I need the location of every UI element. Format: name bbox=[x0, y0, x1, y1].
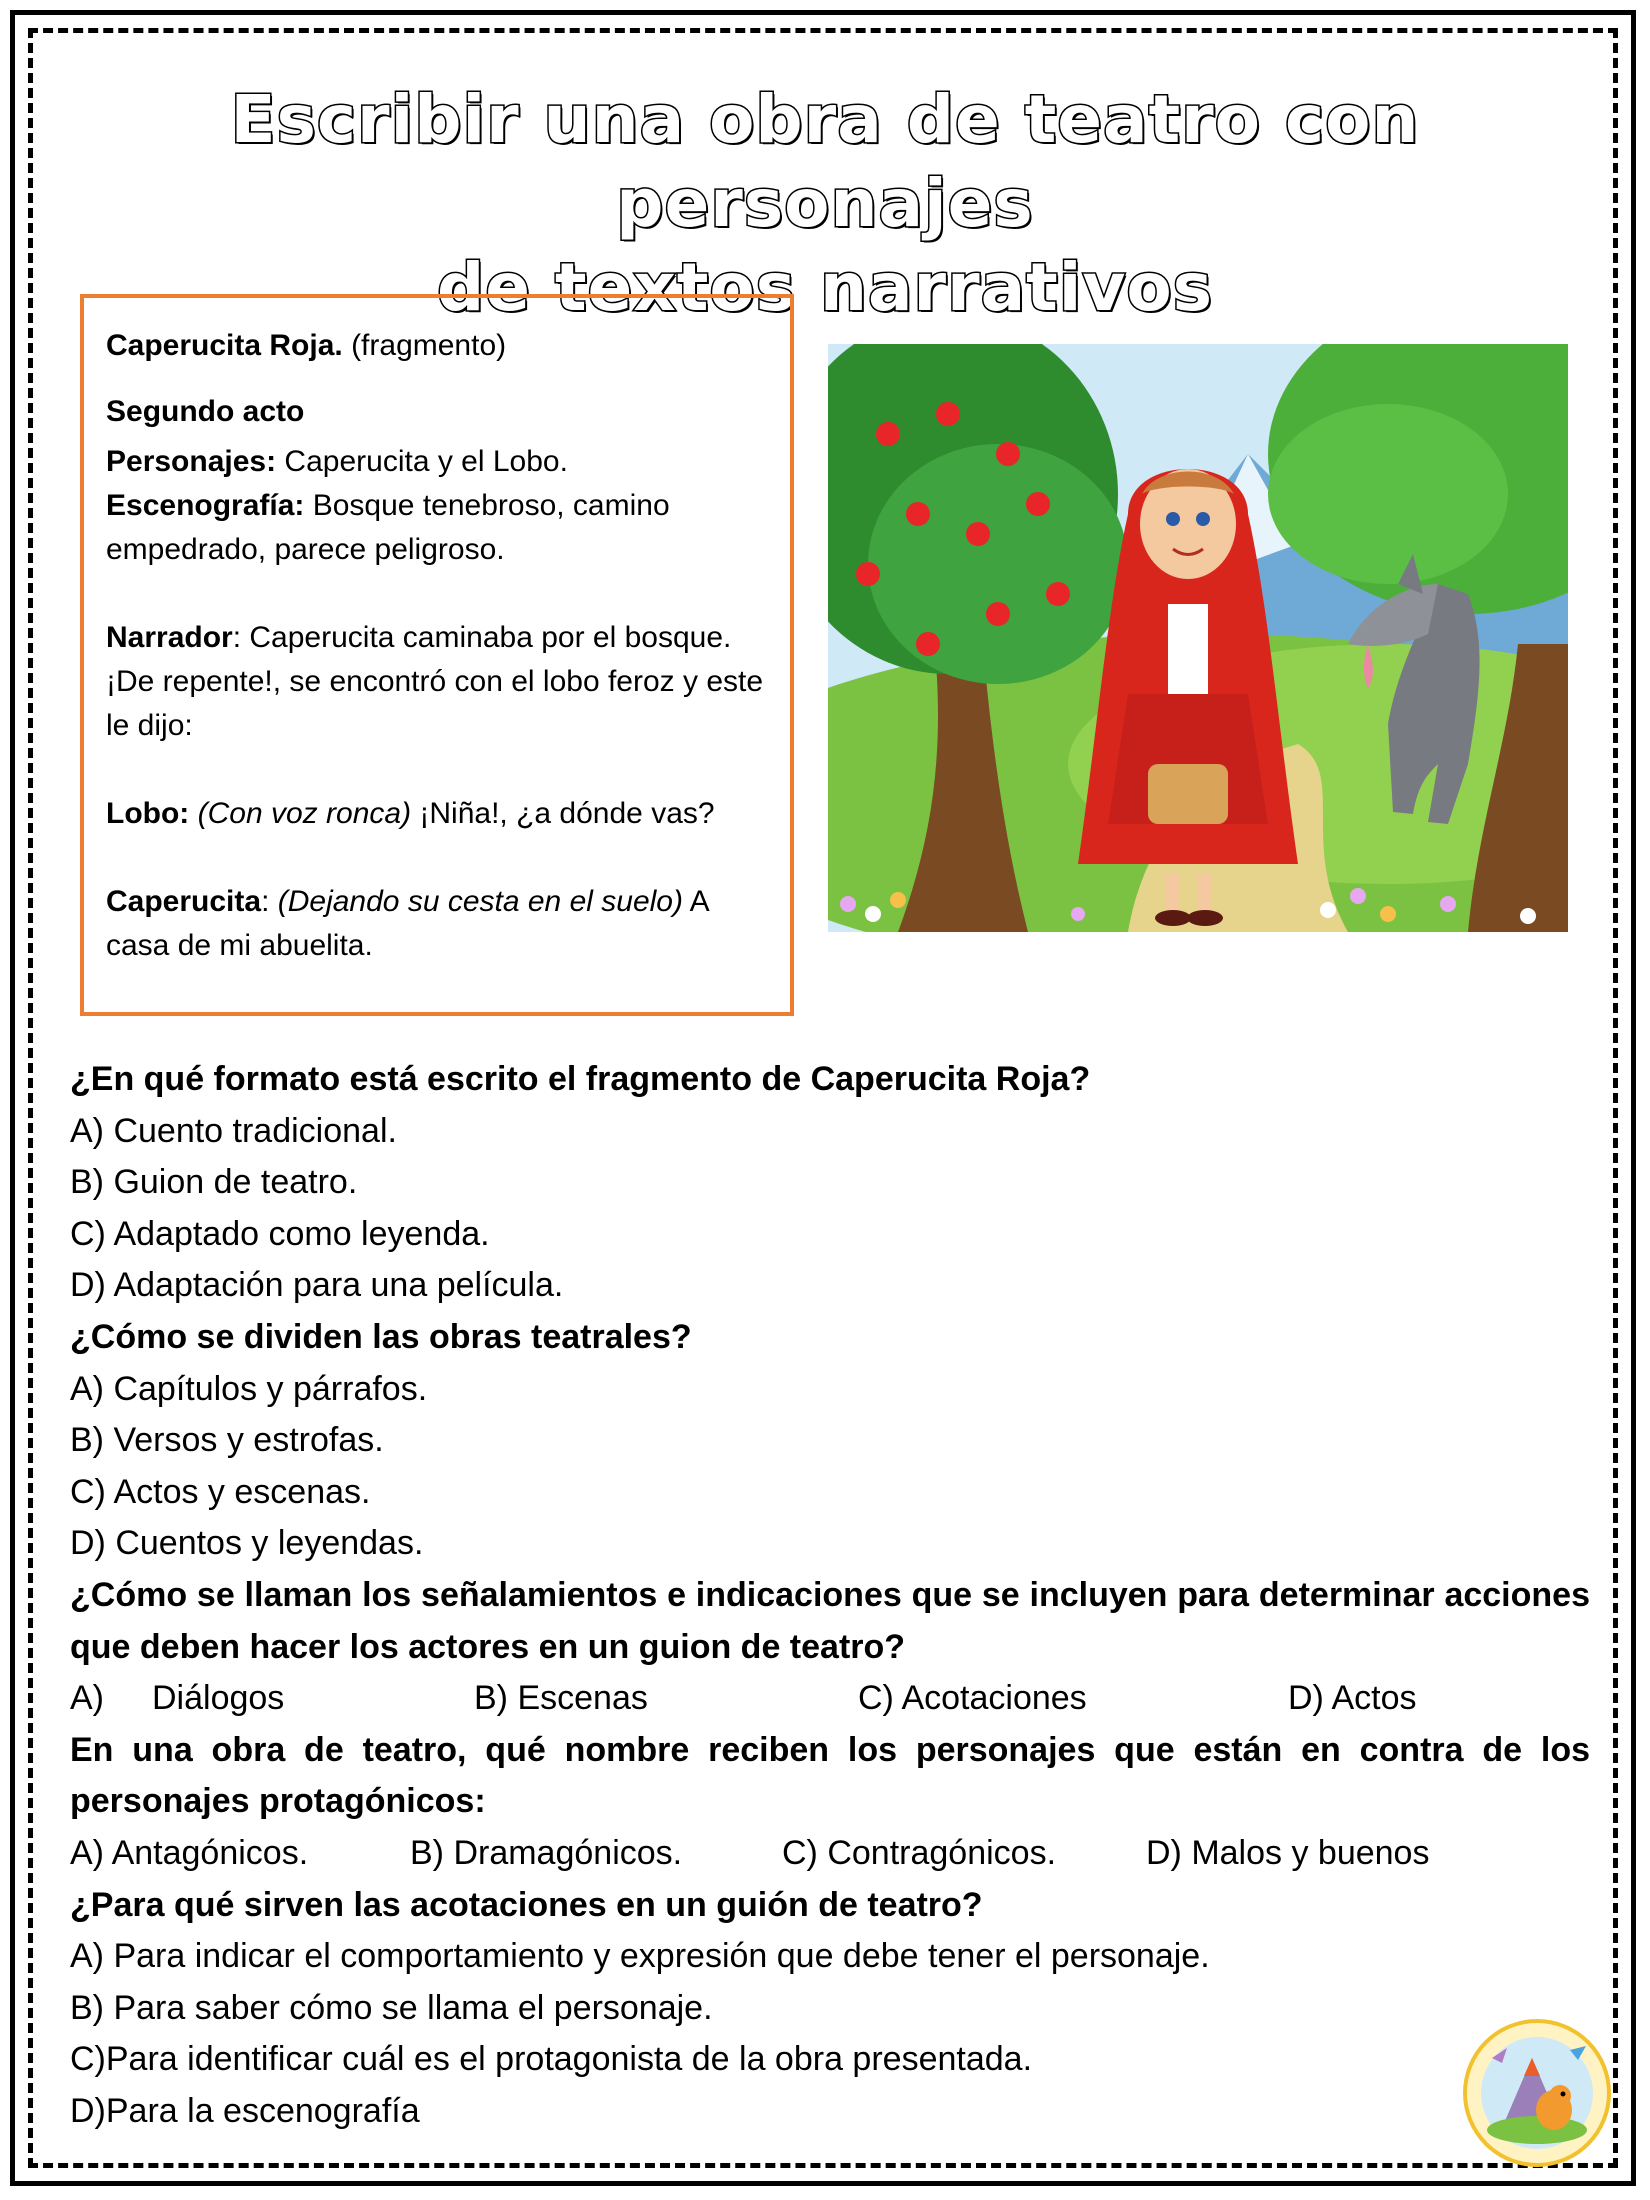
question-3-option-b: B) Escenas bbox=[474, 1679, 648, 1718]
red-direction: (Dejando su cesta en el suelo) bbox=[277, 885, 683, 918]
question-4-option-d: D) Malos y buenos bbox=[1146, 1833, 1430, 1872]
title-line-1: Escribir una obra de teatro con personajes bbox=[230, 81, 1420, 242]
script-act: Segundo acto bbox=[106, 395, 305, 428]
characters-text: Caperucita y el Lobo. bbox=[276, 445, 568, 478]
forest-scene-icon bbox=[828, 344, 1568, 932]
script-title-note: (fragmento) bbox=[342, 329, 507, 362]
dinomateriales-logo bbox=[1462, 2018, 1612, 2168]
question-3-option-c: C) Acotaciones bbox=[858, 1679, 1087, 1718]
red-label: Caperucita bbox=[106, 885, 262, 918]
question-4-option-a: A) Antagónicos. bbox=[70, 1833, 309, 1872]
red-colon: : bbox=[261, 885, 278, 918]
dinosaur-logo-icon bbox=[1462, 2018, 1612, 2168]
question-3-option-a: Diálogos bbox=[152, 1679, 285, 1718]
question-1: ¿En qué formato está escrito el fragmento de Caperucita Roja? bbox=[70, 1060, 1091, 1098]
page-title bbox=[60, 78, 1590, 330]
script-red-line bbox=[106, 880, 768, 968]
questions-section bbox=[70, 1054, 1590, 2137]
narrator-label: Narrador bbox=[106, 621, 233, 654]
title-line-2: de textos narrativos bbox=[436, 249, 1213, 326]
script-scenery bbox=[106, 484, 768, 572]
script-narrator bbox=[106, 616, 768, 748]
wolf-label: Lobo: bbox=[106, 797, 190, 830]
scenery-text: Bosque tenebroso, camino empedrado, parece peligroso. bbox=[106, 489, 670, 566]
script-fragment-box bbox=[80, 294, 794, 1016]
characters-label: Personajes: bbox=[106, 445, 277, 478]
scenery-label: Escenografía: bbox=[106, 489, 305, 522]
question-2: ¿Cómo se dividen las obras teatrales? bbox=[70, 1317, 692, 1356]
wolf-direction: (Con voz ronca) bbox=[197, 797, 412, 830]
narrator-text: : Caperucita caminaba por el bosque. ¡De repente!, se encontró con el lobo feroz y este le dijo: bbox=[106, 621, 764, 742]
script-heading bbox=[106, 324, 768, 368]
question-3-options bbox=[70, 1673, 1590, 1725]
question-1-option-b: B) Guion de teatro. bbox=[70, 1163, 358, 1202]
question-5-option-d: D)Para la escenografía bbox=[70, 2091, 420, 2130]
script-title: Caperucita Roja. bbox=[106, 329, 343, 362]
red-riding-hood-illustration bbox=[828, 344, 1568, 932]
script-wolf-line bbox=[106, 792, 768, 836]
red-text: A casa de mi abuelita. bbox=[106, 885, 709, 962]
question-4-option-c: C) Contragónicos. bbox=[782, 1833, 1057, 1872]
question-5-option-c: C)Para identificar cuál es el protagonista de la obra presentada. bbox=[70, 2040, 1033, 2079]
question-4-options bbox=[70, 1828, 1590, 1880]
question-5: ¿Para qué sirven las acotaciones en un guión de teatro? bbox=[70, 1885, 983, 1924]
question-3-option-d: D) Actos bbox=[1288, 1679, 1417, 1718]
question-2-option-c: C) Actos y escenas. bbox=[70, 1472, 371, 1511]
wolf-text: ¡Niña!, ¿a dónde vas? bbox=[411, 797, 715, 830]
script-characters bbox=[106, 440, 768, 484]
question-2-option-b: B) Versos y estrofas. bbox=[70, 1421, 384, 1460]
question-2-option-d: D) Cuentos y leyendas. bbox=[70, 1524, 424, 1563]
question-5-option-b: B) Para saber cómo se llama el personaje. bbox=[70, 1988, 713, 2027]
question-2-option-a: A) Capítulos y párrafos. bbox=[70, 1369, 428, 1408]
question-1-option-d: D) Adaptación para una película. bbox=[70, 1266, 564, 1305]
question-5-option-a: A) Para indicar el comportamiento y expresión que debe tener el personaje. bbox=[70, 1937, 1210, 1976]
question-1-option-a: A) Cuento tradicional. bbox=[70, 1111, 397, 1150]
question-4: En una obra de teatro, qué nombre reciben los personajes que están en contra de los personajes protagónicos: bbox=[70, 1730, 1590, 1821]
question-3-option-a-letter: A) bbox=[70, 1679, 104, 1718]
question-3: ¿Cómo se llaman los señalamientos e indicaciones que se incluyen para determinar acciones que deben hacer los actores en un guion de teatro? bbox=[70, 1575, 1590, 1666]
question-1-option-c: C) Adaptado como leyenda. bbox=[70, 1214, 490, 1253]
question-4-option-b: B) Dramagónicos. bbox=[410, 1833, 683, 1872]
